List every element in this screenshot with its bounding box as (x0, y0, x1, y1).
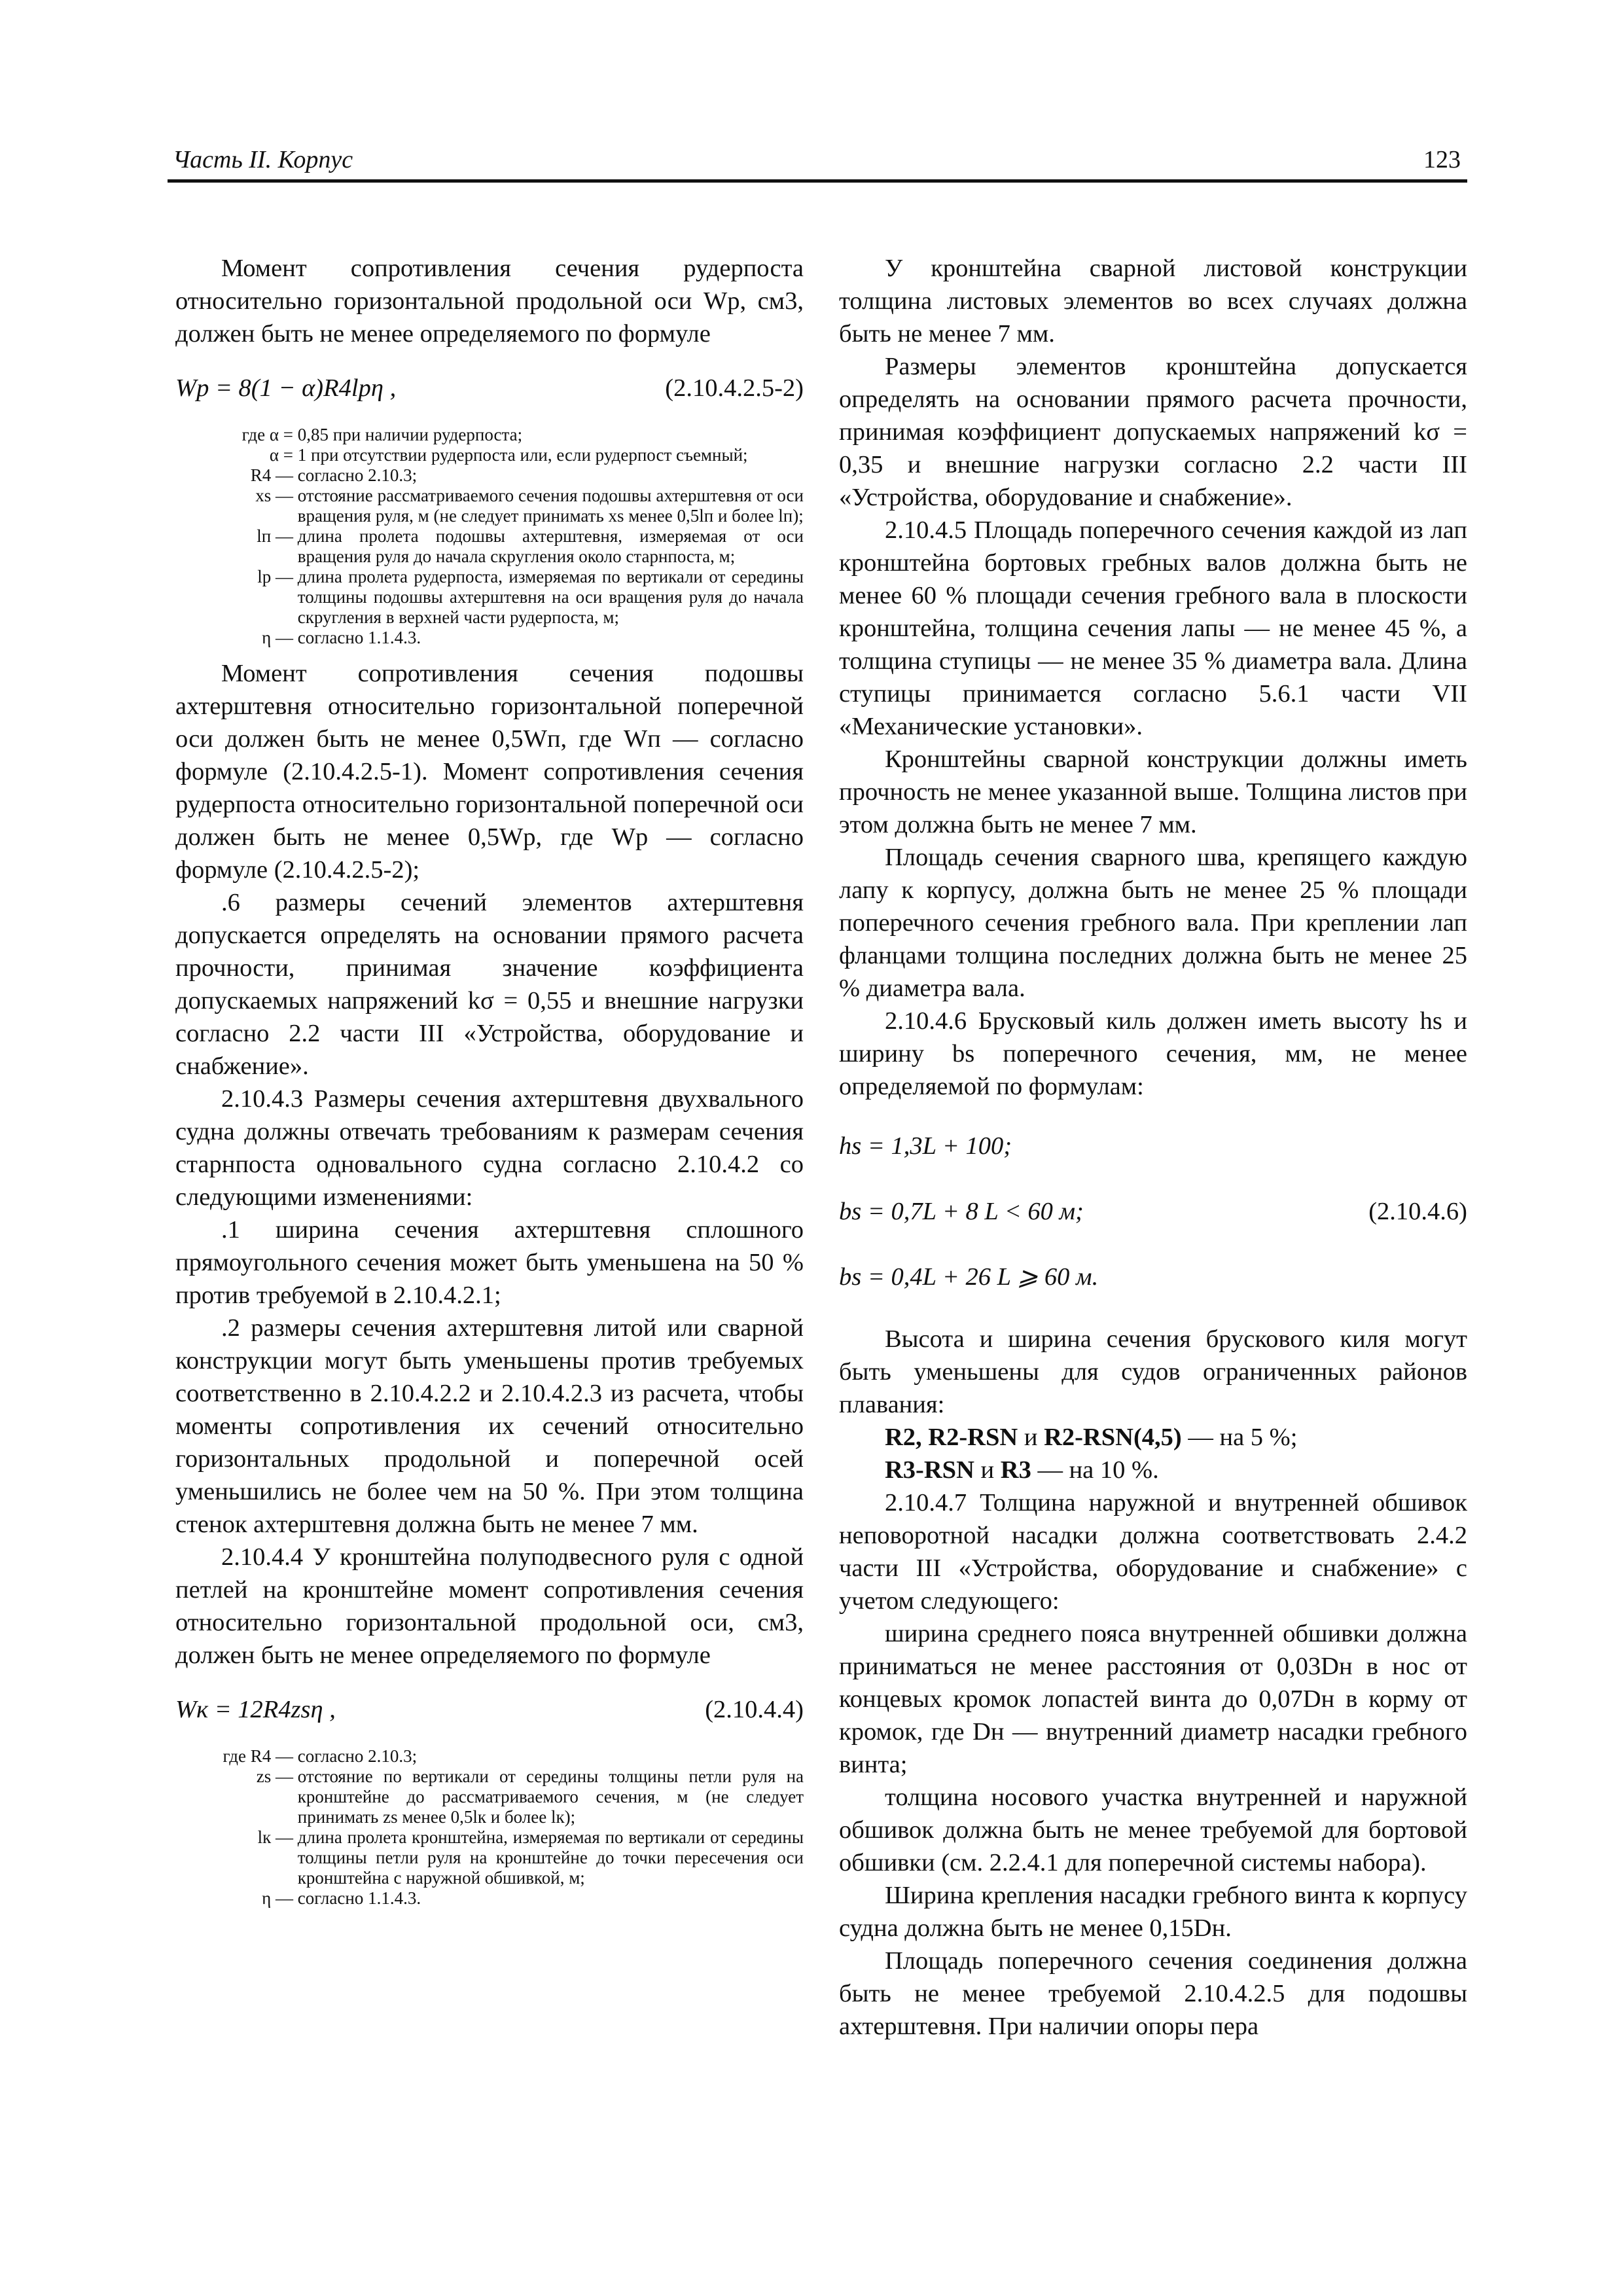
paragraph (839, 1486, 1467, 1617)
paragraph (839, 1421, 1467, 1454)
definition-term: где R4 — (223, 1746, 293, 1766)
section-title: Часть II. Корпус (173, 146, 353, 173)
definition-text: длина пролета подошвы ахтерштевня, измеряемая от оси вращения руля до начала скругления около старнпоста, м; (297, 526, 804, 566)
paragraph: .6 размеры сечений элементов ахтерштевня допускается определять на основании прямого расчета прочности, принимая значение коэффициента допускаемых напряжений kσ = 0,55 и внешние нагрузки согласно 2.2 части III «Устройства, оборудование и снабжение». (175, 889, 804, 1080)
paragraph: ширина среднего пояса внутренней обшивки должна приниматься не менее расстояния от 0,03Dн в нос от концевых кромок лопастей винта до 0,07Dн в корму от кромок, где Dн — внутренний диаметр насадки гребного винта; (839, 1620, 1467, 1778)
text-fragment: — на 5 %; (1181, 1424, 1298, 1451)
definition-term: lр — (257, 567, 293, 586)
definition-term: α = (269, 445, 293, 465)
formula-text: Wр = 8(1 − α)R4lрη , (175, 374, 397, 402)
definition-term: zs — (256, 1767, 293, 1786)
definition-term: lк — (257, 1827, 293, 1847)
paragraph: .1 ширина сечения ахтерштевня сплошного прямоугольного сечения может быть уменьшена на 50 % против требуемой в 2.10.4.2.1; (175, 1216, 804, 1309)
definition (175, 567, 804, 628)
text-fragment: — на 10 %. (1031, 1456, 1159, 1484)
definition (175, 1827, 804, 1888)
formula-number: (2.10.4.6) (1368, 1198, 1467, 1225)
definition (175, 628, 804, 648)
clause-text: Размеры сечения ахтерштевня двухвального судна должны отвечать требованиям к размерам сечения старнпоста одновального судна согласно 2.10.4.2 со следующими изменениями: (175, 1085, 804, 1211)
definition-text: согласно 2.10.3; (297, 1746, 418, 1766)
formula (839, 1257, 1467, 1297)
formula-number: (2.10.4.2.5-2) (665, 374, 804, 402)
left-column (175, 252, 804, 1918)
definition-text: длина пролета рудерпоста, измеряемая по вертикали от середины толщины подошвы ахтерштевня на оси вращения руля до начала скругления в верхней части рудерпоста, м; (297, 567, 804, 627)
definition (175, 1888, 804, 1909)
page-header (168, 137, 1467, 183)
text-fragment: и (1018, 1424, 1044, 1451)
class-notation: R3-RSN (885, 1456, 974, 1484)
paragraph: Ширина крепления насадки гребного винта к корпусу судна должна быть не менее 0,15Dн. (839, 1882, 1467, 1942)
definitions-list (175, 425, 804, 648)
page-number: 123 (1423, 146, 1461, 173)
paragraph: Площадь сечения сварного шва, крепящего каждую лапу к корпусу, должна быть не менее 25 % площади поперечного сечения гребного вала. При креплении лап фланцами толщина последних должна быть не менее 25 % диаметра вала. (839, 844, 1467, 1002)
clause-number: 2.10.4.5 (885, 516, 967, 544)
formula (175, 368, 804, 408)
paragraph: Момент сопротивления сечения подошвы ахтерштевня относительно горизонтальной поперечной оси должен быть не менее 0,5Wп, где Wп — согласно формуле (2.10.4.2.5-1). Момент сопротивления сечения рудерпоста относительно горизонтальной поперечной оси должен быть не менее 0,5Wр, где Wр — согласно формуле (2.10.4.2.5-2); (175, 660, 804, 884)
clause-number: 2.10.4.7 (885, 1489, 967, 1516)
formula-number: (2.10.4.4) (705, 1696, 804, 1723)
class-notation: R2, R2-RSN (885, 1424, 1018, 1451)
text-fragment: и (974, 1456, 1001, 1484)
clause-number: 2.10.4.4 (221, 1543, 304, 1571)
definition-text: отстояние по вертикали от середины толщины петли руля на кронштейне до рассматриваемого сечения, м (не следует принимать zs менее 0,5lк и более lк); (297, 1767, 804, 1827)
formula (839, 1192, 1467, 1231)
paragraph: У кронштейна сварной листовой конструкции толщина листовых элементов во всех случаях должна быть не менее 7 мм. (839, 255, 1467, 348)
paragraph: толщина носового участка внутренней и наружной обшивок должна быть не менее требуемой для бортовой обшивки (см. 2.2.4.1 для поперечной системы набора). (839, 1784, 1467, 1876)
class-notation: R3 (1000, 1456, 1031, 1484)
clause-text: Брусковый киль должен иметь высоту hs и ширину bs поперечного сечения, мм, не менее определяемой по формулам: (839, 1007, 1467, 1100)
clause-number: 2.10.4.6 (885, 1007, 967, 1035)
definition (175, 425, 804, 445)
definition (175, 526, 804, 567)
definitions-list (175, 1746, 804, 1909)
definition-term: xs — (255, 486, 293, 505)
definition-term: где α = (241, 425, 293, 444)
clause-number: 2.10.4.3 (221, 1085, 304, 1113)
definition-text: согласно 1.1.4.3. (297, 1888, 421, 1908)
definition-text: согласно 2.10.3; (297, 465, 418, 485)
paragraph: Площадь поперечного сечения соединения должна быть не менее требуемой 2.10.4.2.5 для подошвы ахтерштевня. При наличии опоры пера (839, 1947, 1467, 2040)
formula-text: bs = 0,7L + 8 L < 60 м; (839, 1198, 1084, 1225)
definition (175, 1746, 804, 1767)
paragraph: .2 размеры сечения ахтерштевня литой или сварной конструкции могут быть уменьшены против требуемых соответственно в 2.10.4.2.2 и 2.10.4.2.3 из расчета, чтобы моменты сопротивления их сечений относительно горизонтальных продольной и поперечной осей уменьшились не более чем на 50 %. При этом толщина стенок ахтерштевня должна быть не менее 7 мм. (175, 1314, 804, 1538)
formula (839, 1126, 1467, 1166)
formula-text: bs = 0,4L + 26 L ⩾ 60 м. (839, 1263, 1099, 1291)
definition (175, 465, 804, 486)
paragraph (839, 1454, 1467, 1486)
paragraph: Момент сопротивления сечения рудерпоста относительно горизонтальной продольной оси Wр, см3, должен быть не менее определяемого по формуле (175, 255, 804, 348)
class-notation: R2-RSN(4,5) (1044, 1424, 1182, 1451)
formula-text: hs = 1,3L + 100; (839, 1132, 1012, 1160)
definition-term: η — (262, 1888, 293, 1908)
paragraph (175, 1083, 804, 1213)
clause-text: Площадь поперечного сечения каждой из лап кронштейна бортовых гребных валов должна быть не менее 60 % площади сечения гребного вала в плоскости кронштейна, толщина сечения лапы — не менее 45 %, а толщина ступицы — не менее 35 % диаметра вала. Длина ступицы принимается согласно 5.6.1 части VII «Механические установки». (839, 516, 1467, 740)
paragraph (839, 514, 1467, 743)
clause-text: Толщина наружной и внутренней обшивок неповоротной насадки должна соответствовать 2.4.2 части III «Устройства, оборудование и снабжение» с учетом следующего: (839, 1489, 1467, 1615)
definition (175, 486, 804, 526)
right-column (839, 252, 1467, 2043)
paragraph: Высота и ширина сечения брускового киля могут быть уменьшены для судов ограниченных районов плавания: (839, 1325, 1467, 1418)
formula (175, 1690, 804, 1729)
paragraph: Кронштейны сварной конструкции должны иметь прочность не менее указанной выше. Толщина листов при этом должна быть не менее 7 мм. (839, 745, 1467, 838)
definition-text: согласно 1.1.4.3. (297, 628, 421, 647)
clause-text: У кронштейна полуподвесного руля с одной петлей на кронштейне момент сопротивления сечения относительно горизонтальной продольной оси, см3, должен быть не менее определяемого по формуле (175, 1543, 804, 1669)
definition-text: 1 при отсутствии рудерпоста или, если рудерпост съемный; (297, 445, 748, 465)
paragraph (175, 1541, 804, 1672)
paragraph (839, 1005, 1467, 1103)
definition (175, 445, 804, 465)
paragraph: Размеры элементов кронштейна допускается определять на основании прямого расчета прочности, принимая коэффициент допускаемых напряжений kσ = 0,35 и внешние нагрузки согласно 2.2 части III «Устройства, оборудование и снабжение». (839, 353, 1467, 511)
definition-text: длина пролета кронштейна, измеряемая по вертикали от середины толщины петли руля на кронштейне до точки пересечения оси кронштейна с наружной обшивкой, м; (297, 1827, 804, 1888)
definition (175, 1767, 804, 1827)
definition-term: R4 — (250, 465, 293, 485)
formula-text: Wк = 12R4zsη , (175, 1696, 336, 1723)
definition-term: η — (262, 628, 293, 647)
definition-text: 0,85 при наличии рудерпоста; (297, 425, 523, 444)
definition-text: отстояние рассматриваемого сечения подошвы ахтерштевня от оси вращения руля, м (не следует принимать xs менее 0,5lп и более lп); (297, 486, 804, 526)
definition-term: lп — (257, 526, 293, 546)
